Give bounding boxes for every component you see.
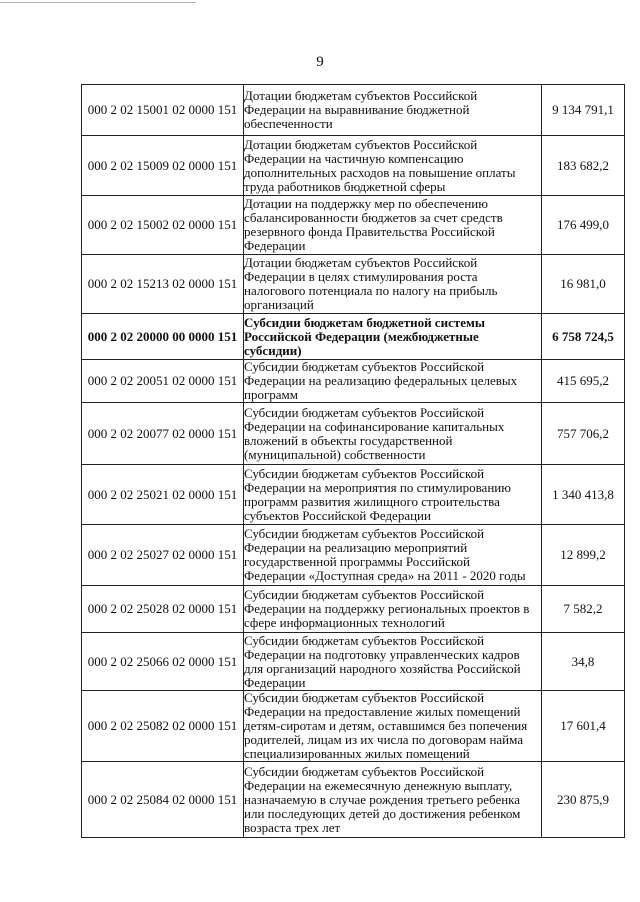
scan-top-rule bbox=[0, 2, 196, 3]
revenue-name-line: Федерации на реализацию мероприятий bbox=[244, 540, 468, 555]
amount-cell: 7 582,2 bbox=[542, 586, 625, 633]
revenue-name-line: Дотации бюджетам субъектов Российской bbox=[244, 255, 478, 270]
revenue-name-line: назначаемую в случае рождения третьего ребенка bbox=[244, 791, 521, 807]
revenue-name-line: специализированных жилых помещений bbox=[244, 746, 470, 761]
revenue-name-line: Федерации на выравнивание бюджетной bbox=[244, 102, 470, 117]
revenue-name-line: Федерации на реализацию федеральных целевых bbox=[244, 373, 518, 388]
amount-cell: 6 758 724,5 bbox=[542, 314, 625, 360]
revenue-name-cell bbox=[244, 465, 542, 525]
budget-revenue-table bbox=[81, 84, 625, 838]
table-body bbox=[82, 85, 625, 838]
revenue-name-line: Субсидии бюджетам субъектов Российской bbox=[244, 526, 485, 541]
classification-code-cell: 000 2 02 25066 02 0000 151 bbox=[82, 633, 244, 691]
revenue-name-line: Субсидии бюджетам субъектов Российской bbox=[244, 690, 485, 705]
revenue-name-line: вложений в объекты государственной bbox=[244, 432, 453, 448]
revenue-name-line: субсидии) bbox=[244, 342, 302, 358]
classification-code-cell: 000 2 02 25021 02 0000 151 bbox=[82, 465, 244, 525]
classification-code-cell: 000 2 02 25028 02 0000 151 bbox=[82, 586, 244, 633]
table-row bbox=[82, 314, 625, 360]
revenue-name-line: Федерации на ежемесячную денежную выплату, bbox=[244, 777, 513, 793]
revenue-name-line: Субсидии бюджетам субъектов Российской bbox=[244, 587, 485, 602]
classification-code-cell: 000 2 02 20000 00 0000 151 bbox=[82, 314, 244, 360]
revenue-name-line: Федерации bbox=[244, 238, 306, 253]
classification-code-cell: 000 2 02 25082 02 0000 151 bbox=[82, 691, 244, 762]
revenue-name-line: или последующих детей до достижения ребенком bbox=[244, 805, 521, 821]
amount-cell: 9 134 791,1 bbox=[542, 85, 625, 136]
amount-cell: 176 499,0 bbox=[542, 196, 625, 255]
revenue-name-line: Федерации «Доступная среда» на 2011 - 2020 годы bbox=[244, 568, 526, 583]
classification-code-cell: 000 2 02 15009 02 0000 151 bbox=[82, 136, 244, 196]
revenue-name-line: детям-сиротам и детям, оставшимся без попечения bbox=[244, 718, 528, 733]
revenue-name-cell bbox=[244, 85, 542, 136]
revenue-name-line: Федерации в целях стимулирования роста bbox=[244, 269, 478, 284]
revenue-name-line: родителей, лицам из их числа по договорам найма bbox=[244, 732, 524, 747]
table-row bbox=[82, 85, 625, 136]
amount-cell: 757 706,2 bbox=[542, 403, 625, 465]
revenue-name-cell bbox=[244, 360, 542, 403]
page-number: 9 bbox=[316, 54, 324, 70]
revenue-name-line: субъектов Российской Федерации bbox=[244, 507, 431, 523]
amount-cell: 230 875,9 bbox=[542, 762, 625, 838]
revenue-name-line: Субсидии бюджетам бюджетной системы bbox=[244, 314, 486, 330]
revenue-name-line: Федерации на софинансирование капитальных bbox=[244, 418, 505, 434]
revenue-name-line: резервного фонда Правительства Российской bbox=[244, 224, 495, 239]
revenue-name-line: сбалансированности бюджетов за счет средств bbox=[244, 210, 503, 225]
revenue-name-line: дополнительных расходов на повышение оплаты bbox=[244, 164, 516, 180]
revenue-name-cell bbox=[244, 633, 542, 691]
revenue-name-line: Субсидии бюджетам субъектов Российской bbox=[244, 632, 485, 648]
revenue-name-cell bbox=[244, 525, 542, 586]
revenue-name-line: Федерации на мероприятия по стимулированию bbox=[244, 479, 511, 495]
revenue-name-line: Субсидии бюджетам субъектов Российской bbox=[244, 359, 485, 374]
revenue-name-line: труда работников бюджетной сферы bbox=[244, 178, 446, 194]
table-row bbox=[82, 136, 625, 196]
amount-cell: 415 695,2 bbox=[542, 360, 625, 403]
revenue-name-line: Федерации на частичную компенсацию bbox=[244, 150, 464, 166]
table-row bbox=[82, 525, 625, 586]
revenue-name-line: возраста трех лет bbox=[244, 819, 341, 835]
revenue-name-line: Дотации на поддержку мер по обеспечению bbox=[244, 196, 488, 211]
table-row bbox=[82, 691, 625, 762]
revenue-name-line: программ bbox=[244, 387, 299, 402]
revenue-name-line: программ развития жилищного строительства bbox=[244, 493, 500, 509]
table-row bbox=[82, 465, 625, 525]
revenue-name-line: (муниципальной) собственности bbox=[244, 446, 426, 462]
amount-cell: 183 682,2 bbox=[542, 136, 625, 196]
revenue-name-line: для организаций народного хозяйства Российской bbox=[244, 660, 521, 676]
amount-cell: 12 899,2 bbox=[542, 525, 625, 586]
table-row bbox=[82, 255, 625, 314]
revenue-name-line: Дотации бюджетам субъектов Российской bbox=[244, 88, 478, 103]
revenue-name-line: Субсидии бюджетам субъектов Российской bbox=[244, 465, 485, 481]
table-row bbox=[82, 633, 625, 691]
revenue-name-cell bbox=[244, 314, 542, 360]
classification-code-cell: 000 2 02 15002 02 0000 151 bbox=[82, 196, 244, 255]
amount-cell: 1 340 413,8 bbox=[542, 465, 625, 525]
classification-code-cell: 000 2 02 15213 02 0000 151 bbox=[82, 255, 244, 314]
table-row bbox=[82, 403, 625, 465]
revenue-name-cell bbox=[244, 136, 542, 196]
amount-cell: 16 981,0 bbox=[542, 255, 625, 314]
classification-code-cell: 000 2 02 20077 02 0000 151 bbox=[82, 403, 244, 465]
revenue-name-line: Федерации на поддержку региональных проектов в bbox=[244, 601, 530, 616]
table-row bbox=[82, 762, 625, 838]
classification-code-cell: 000 2 02 15001 02 0000 151 bbox=[82, 85, 244, 136]
revenue-name-line: Федерации на предоставление жилых помещений bbox=[244, 704, 521, 719]
table-row bbox=[82, 196, 625, 255]
revenue-name-line: Субсидии бюджетам субъектов Российской bbox=[244, 404, 485, 420]
revenue-name-line: Российской Федерации (межбюджетные bbox=[244, 328, 479, 344]
revenue-name-cell bbox=[244, 403, 542, 465]
classification-code-cell: 000 2 02 20051 02 0000 151 bbox=[82, 360, 244, 403]
revenue-name-line: налогового потенциала по налогу на прибыль bbox=[244, 283, 498, 298]
revenue-name-cell bbox=[244, 762, 542, 838]
revenue-name-line: Субсидии бюджетам субъектов Российской bbox=[244, 763, 485, 779]
revenue-name-line: Федерации bbox=[244, 674, 306, 690]
revenue-name-cell bbox=[244, 196, 542, 255]
revenue-name-line: Дотации бюджетам субъектов Российской bbox=[244, 136, 478, 152]
classification-code-cell: 000 2 02 25027 02 0000 151 bbox=[82, 525, 244, 586]
revenue-name-cell bbox=[244, 691, 542, 762]
revenue-name-line: организаций bbox=[244, 297, 314, 312]
table-row bbox=[82, 360, 625, 403]
amount-cell: 34,8 bbox=[542, 633, 625, 691]
revenue-name-cell bbox=[244, 255, 542, 314]
revenue-name-line: Федерации на подготовку управленческих кадров bbox=[244, 646, 520, 662]
revenue-name-line: обеспеченности bbox=[244, 116, 333, 131]
revenue-name-line: сфере информационных технологий bbox=[244, 615, 445, 630]
amount-cell: 17 601,4 bbox=[542, 691, 625, 762]
classification-code-cell: 000 2 02 25084 02 0000 151 bbox=[82, 762, 244, 838]
revenue-name-line: государственной программы Российской bbox=[244, 554, 470, 569]
revenue-name-cell bbox=[244, 586, 542, 633]
table-row bbox=[82, 586, 625, 633]
